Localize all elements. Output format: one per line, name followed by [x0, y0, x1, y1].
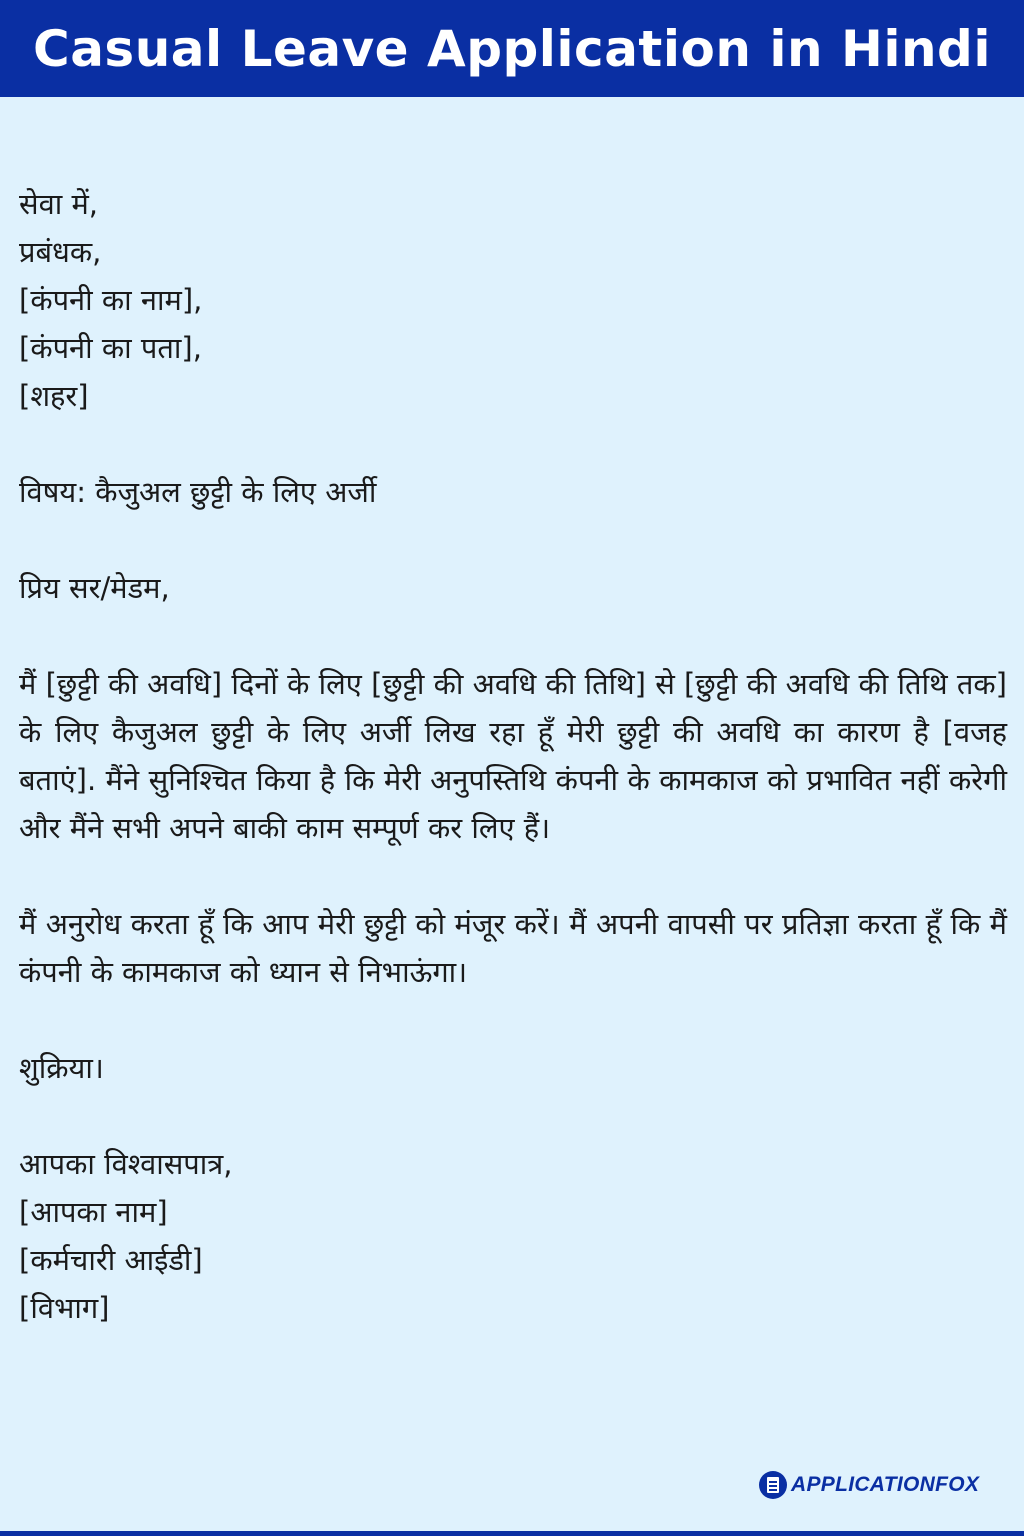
address-line: [शहर]	[19, 379, 89, 413]
letter-body	[19, 180, 1007, 1332]
signature-line: [आपका नाम]	[19, 1195, 168, 1229]
footer-divider	[0, 1531, 1024, 1536]
address-block	[19, 180, 1007, 420]
signature-line: [कर्मचारी आईडी]	[19, 1243, 203, 1277]
address-line: प्रबंधक,	[19, 235, 102, 269]
salutation: प्रिय सर/मेडम,	[19, 571, 170, 605]
body-paragraph-1: मैं [छुट्टी की अवधि] दिनों के लिए [छुट्टी की अवधि की तिथि] से [छुट्टी की अवधि की तिथि तक] के लिए कैजुअल छुट्टी के लिए अर्जी लिख रहा हूँ मेरी छुट्टी की अवधि का कारण है [वजह बताएं]. मैंने सुनिश्चित किया है कि मेरी अनुपस्तिथि कंपनी के कामकाज को प्रभावित नहीं करेगी और मैंने सभी अपने बाकी काम सम्पूर्ण कर लिए हैं।	[19, 667, 1007, 845]
body-paragraph-2: मैं अनुरोध करता हूँ कि आप मेरी छुट्टी को मंजूर करें। मैं अपनी वापसी पर प्रतिज्ञा करता हूँ कि मैं कंपनी के कामकाज को ध्यान से निभाऊंगा।	[19, 907, 1007, 989]
document-icon	[759, 1471, 787, 1499]
address-line: [कंपनी का पता],	[19, 331, 202, 365]
page-title: Casual Leave Application in Hindi	[33, 19, 991, 78]
brand-name: APPLICATIONFOX	[791, 1473, 980, 1496]
page-header	[0, 0, 1024, 97]
address-line: सेवा में,	[19, 187, 99, 221]
subject-line: विषय: कैजुअल छुट्टी के लिए अर्जी	[19, 475, 377, 509]
brand-logo	[759, 1470, 979, 1500]
signature-block	[19, 1188, 1007, 1332]
signature-line: [विभाग]	[19, 1291, 110, 1325]
closing-line: आपका विश्वासपात्र,	[19, 1147, 233, 1181]
thanks-line: शुक्रिया।	[19, 1051, 104, 1085]
address-line: [कंपनी का नाम],	[19, 283, 203, 317]
